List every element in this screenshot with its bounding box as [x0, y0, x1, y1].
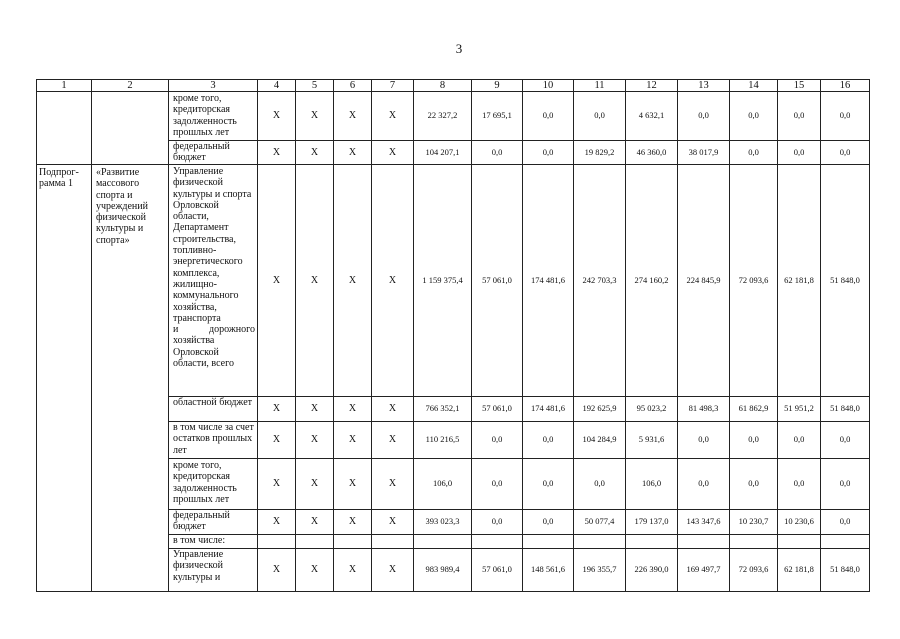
amount-cell: 5 931,6	[626, 422, 678, 459]
amount-cell: 0,0	[523, 141, 574, 165]
amount-cell: 106,0	[414, 459, 472, 510]
amount-cell: 1 159 375,4	[414, 165, 472, 397]
amount-cell: 62 181,8	[778, 165, 821, 397]
amount-cell: 95 023,2	[626, 397, 678, 422]
amount-cell: 0,0	[730, 422, 778, 459]
amount-cell: 0,0	[730, 92, 778, 141]
amount-cell: 226 390,0	[626, 549, 678, 592]
column-header: 12	[626, 80, 678, 92]
amount-cell: 0,0	[472, 422, 523, 459]
x-mark-cell: X	[372, 397, 414, 422]
executor-word: дорожного	[209, 324, 255, 336]
amount-cell: 0,0	[523, 92, 574, 141]
executor-text-justified-line	[173, 324, 255, 335]
amount-cell: 0,0	[574, 459, 626, 510]
amount-cell: 0,0	[472, 510, 523, 535]
amount-cell: 143 347,6	[678, 510, 730, 535]
amount-cell: 0,0	[523, 459, 574, 510]
amount-cell: 169 497,7	[678, 549, 730, 592]
funding-source-cell: кроме того, кредиторская задолженность прошлых лет	[169, 92, 258, 141]
x-mark-cell: X	[258, 422, 296, 459]
x-mark-cell: X	[296, 549, 334, 592]
amount-cell	[626, 535, 678, 549]
amount-cell: 0,0	[678, 459, 730, 510]
executor-word: и	[173, 324, 179, 336]
amount-cell	[574, 535, 626, 549]
amount-cell: 104 284,9	[574, 422, 626, 459]
program-code-cell	[37, 92, 92, 165]
column-header: 6	[334, 80, 372, 92]
funding-source-cell: федеральный бюджет	[169, 141, 258, 165]
x-mark-cell: X	[334, 92, 372, 141]
x-mark-cell: X	[334, 422, 372, 459]
x-mark-cell: X	[372, 549, 414, 592]
x-mark-cell: X	[296, 141, 334, 165]
funding-source-cell: Управление физической культуры и	[169, 549, 258, 592]
amount-cell: 38 017,9	[678, 141, 730, 165]
amount-cell: 766 352,1	[414, 397, 472, 422]
amount-cell: 81 498,3	[678, 397, 730, 422]
column-header: 10	[523, 80, 574, 92]
amount-cell: 196 355,7	[574, 549, 626, 592]
amount-cell: 0,0	[821, 510, 870, 535]
amount-cell: 61 862,9	[730, 397, 778, 422]
amount-cell: 0,0	[821, 92, 870, 141]
x-mark-cell: X	[296, 92, 334, 141]
amount-cell: 0,0	[778, 459, 821, 510]
x-mark-cell: X	[372, 422, 414, 459]
amount-cell: 51 848,0	[821, 165, 870, 397]
amount-cell: 0,0	[523, 422, 574, 459]
amount-cell: 0,0	[678, 92, 730, 141]
amount-cell: 983 989,4	[414, 549, 472, 592]
funding-source-cell: кроме того, кредиторская задолженность прошлых лет	[169, 459, 258, 510]
amount-cell: 17 695,1	[472, 92, 523, 141]
amount-cell: 192 625,9	[574, 397, 626, 422]
amount-cell: 104 207,1	[414, 141, 472, 165]
amount-cell: 0,0	[821, 422, 870, 459]
column-header: 1	[37, 80, 92, 92]
amount-cell: 0,0	[678, 422, 730, 459]
column-header: 5	[296, 80, 334, 92]
amount-cell: 62 181,8	[778, 549, 821, 592]
x-mark-cell	[372, 535, 414, 549]
amount-cell: 179 137,0	[626, 510, 678, 535]
amount-cell: 0,0	[730, 141, 778, 165]
x-mark-cell: X	[372, 141, 414, 165]
x-mark-cell: X	[334, 510, 372, 535]
amount-cell: 10 230,6	[778, 510, 821, 535]
amount-cell: 0,0	[472, 141, 523, 165]
amount-cell: 0,0	[778, 92, 821, 141]
amount-cell: 174 481,6	[523, 165, 574, 397]
x-mark-cell: X	[296, 165, 334, 397]
program-name-cell	[92, 92, 169, 165]
amount-cell: 110 216,5	[414, 422, 472, 459]
table-row	[37, 165, 870, 397]
amount-cell: 0,0	[821, 141, 870, 165]
column-header: 4	[258, 80, 296, 92]
column-header: 8	[414, 80, 472, 92]
x-mark-cell: X	[334, 397, 372, 422]
column-header: 3	[169, 80, 258, 92]
amount-cell	[821, 535, 870, 549]
amount-cell: 10 230,7	[730, 510, 778, 535]
program-code-cell: Подпрог-рамма 1	[37, 165, 92, 592]
amount-cell: 393 023,3	[414, 510, 472, 535]
funding-source-cell: федеральный бюджет	[169, 510, 258, 535]
x-mark-cell: X	[296, 397, 334, 422]
x-mark-cell: X	[258, 510, 296, 535]
amount-cell	[414, 535, 472, 549]
x-mark-cell	[296, 535, 334, 549]
x-mark-cell: X	[296, 510, 334, 535]
x-mark-cell: X	[258, 397, 296, 422]
amount-cell: 46 360,0	[626, 141, 678, 165]
amount-cell: 57 061,0	[472, 549, 523, 592]
amount-cell: 22 327,2	[414, 92, 472, 141]
budget-table	[36, 79, 870, 592]
amount-cell: 224 845,9	[678, 165, 730, 397]
column-header: 2	[92, 80, 169, 92]
column-header: 11	[574, 80, 626, 92]
amount-cell: 242 703,3	[574, 165, 626, 397]
amount-cell	[523, 535, 574, 549]
amount-cell: 19 829,2	[574, 141, 626, 165]
column-header: 14	[730, 80, 778, 92]
amount-cell: 51 951,2	[778, 397, 821, 422]
x-mark-cell: X	[334, 141, 372, 165]
amount-cell: 0,0	[472, 459, 523, 510]
amount-cell: 0,0	[778, 422, 821, 459]
program-name-cell: «Развитие массового спорта и учреждений физической культуры и спорта»	[92, 165, 169, 592]
column-header: 15	[778, 80, 821, 92]
x-mark-cell	[258, 535, 296, 549]
x-mark-cell: X	[334, 459, 372, 510]
executor-text-end: хозяйства Орловской области, всего	[173, 335, 234, 370]
amount-cell: 106,0	[626, 459, 678, 510]
column-header-row	[37, 80, 870, 92]
x-mark-cell: X	[296, 422, 334, 459]
amount-cell: 0,0	[821, 459, 870, 510]
amount-cell: 0,0	[523, 510, 574, 535]
amount-cell: 57 061,0	[472, 397, 523, 422]
column-header: 16	[821, 80, 870, 92]
amount-cell: 72 093,6	[730, 549, 778, 592]
x-mark-cell: X	[372, 165, 414, 397]
amount-cell: 57 061,0	[472, 165, 523, 397]
x-mark-cell: X	[258, 549, 296, 592]
x-mark-cell: X	[258, 141, 296, 165]
page-number: 3	[455, 41, 463, 56]
x-mark-cell	[334, 535, 372, 549]
funding-source-cell: в том числе:	[169, 535, 258, 549]
amount-cell: 0,0	[574, 92, 626, 141]
x-mark-cell: X	[296, 459, 334, 510]
amount-cell: 148 561,6	[523, 549, 574, 592]
amount-cell: 274 160,2	[626, 165, 678, 397]
x-mark-cell: X	[258, 92, 296, 141]
amount-cell: 50 077,4	[574, 510, 626, 535]
amount-cell: 51 848,0	[821, 549, 870, 592]
column-header: 9	[472, 80, 523, 92]
amount-cell: 174 481,6	[523, 397, 574, 422]
amount-cell	[778, 535, 821, 549]
funding-source-cell: областной бюджет	[169, 397, 258, 422]
executor-text-start: Управление физической культуры и спорта Орловской области, Департамент строительства, топливно-энергетического комплекса, жилищно-коммунального хозяйства, транспорта	[173, 166, 252, 324]
table-row	[37, 92, 870, 141]
x-mark-cell: X	[372, 92, 414, 141]
x-mark-cell: X	[372, 459, 414, 510]
x-mark-cell: X	[372, 510, 414, 535]
amount-cell	[472, 535, 523, 549]
x-mark-cell: X	[258, 165, 296, 397]
x-mark-cell: X	[334, 549, 372, 592]
funding-source-cell	[169, 165, 258, 397]
column-header: 13	[678, 80, 730, 92]
x-mark-cell: X	[258, 459, 296, 510]
funding-source-cell: в том числе за счет остатков прошлых лет	[169, 422, 258, 459]
amount-cell: 51 848,0	[821, 397, 870, 422]
x-mark-cell: X	[334, 165, 372, 397]
amount-cell: 72 093,6	[730, 165, 778, 397]
amount-cell: 0,0	[730, 459, 778, 510]
amount-cell	[678, 535, 730, 549]
amount-cell: 0,0	[778, 141, 821, 165]
amount-cell	[730, 535, 778, 549]
column-header: 7	[372, 80, 414, 92]
amount-cell: 4 632,1	[626, 92, 678, 141]
